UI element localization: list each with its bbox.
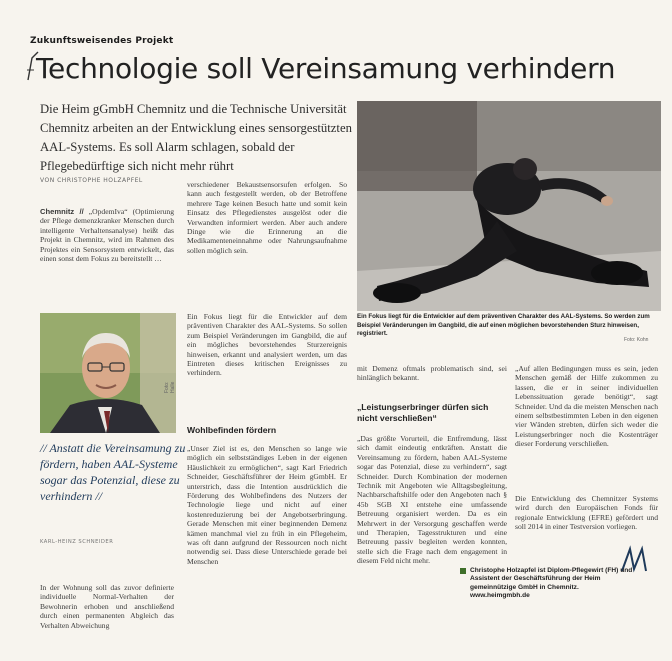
quote-attribution: KARL-HEINZ SCHNEIDER bbox=[40, 539, 114, 545]
column-2-p3: „Unser Ziel ist es, den Menschen so lange wie möglich ein selbstständiges Leben in der eigenen Häuslichkeit zu ermöglichen“, sagt Karl Friedrich Schneider, Geschäftsführer der Heim gGmbH. Er unterstrich, dass die Intention ausdrücklich die Förderung des Wohlbefindens des Nutzers der Technologie liege und nicht auf einer kostenreduzierung bei der Angebotserbringung. Gerade Menschen mit einer beginnenden Demenz kämen manchmal viel zu früh in ein Pflegeheim, was oft dann aufgrund der Ressourcen noch nicht notwendig sei. Dass diese Unterschiede gerade bei Menschen bbox=[187, 444, 347, 566]
column-1-top bbox=[40, 207, 174, 263]
article-title: Technologie soll Vereinsamung verhindern bbox=[36, 52, 616, 85]
author-profile bbox=[470, 567, 648, 601]
photo-caption-text: Ein Fokus liegt für die Entwickler auf dem präventiven Charakter des AAL-Systems. So werden zum Beispiel Veränderungen im Gangbild, die auf einen möglichen bevorstehenden Sturz hinweisen, registriert. bbox=[357, 313, 650, 338]
column-3-p1: mit Demenz oftmals problematisch sind, sei hinlänglich bekannt. bbox=[357, 364, 507, 383]
portrait-credit: Foto: Halle bbox=[164, 381, 176, 393]
portrait-photo bbox=[40, 313, 176, 433]
subhead-wohlbefinden: Wohlbefinden fördern bbox=[187, 425, 277, 435]
main-photo bbox=[357, 101, 661, 311]
byline: VON CHRISTOPHE HOLZAPFEL bbox=[40, 177, 143, 184]
author-website-link[interactable]: www.heimgmbh.de bbox=[470, 592, 530, 600]
profile-bullet-icon bbox=[460, 568, 466, 574]
column-2-p2: Ein Fokus liegt für die Entwickler auf dem präventiven Charakter des AAL-Systems. So sollen zum Beispiel Veränderungen im Gangbild, die auf ein mögliches bevorstehendes Sturzereignis hinweisen, erkannt und analysiert werden, um das Eintreten dieses kritischen Ereignisses zu verhindern. bbox=[187, 312, 347, 378]
pull-quote: // Anstatt die Vereinsamung zu fördern, haben AAL-Systeme sogar das Potenzial, diese zu verhindern // bbox=[40, 441, 186, 503]
column-1-text: „OpdemIva“ (Optimierung der Pflege demenzkranker Menschen durch intelligente Verhaltensanalyse) heißt das Projekt in Chemnitz, wird im Rahmen des Projektes ein Sensorsystem entwickelt, das einen sonst dem Fokus zu bereitstellt … bbox=[40, 207, 174, 264]
fallen-person-illustration bbox=[357, 101, 661, 311]
portrait-illustration bbox=[40, 313, 176, 433]
dateline: Chemnitz // bbox=[40, 207, 84, 216]
column-3-p2: „Das größte Vorurteil, die Entfremdung, lässt sich damit eindeutig entkräften. Anstatt die Vereinsamung zu fördern, haben AAL-Systeme sogar das Potenzial, diese zu verhindern“, sagt Schneider. Durch Kombination der modernen Technik mit Angeboten wie Alltagsbegleitung, Nachbarschaftshilfe oder den Angeboten nach § 45b SGB XI entstehe eine umfassende Betreuung organisiert werden. Da es ein Mehrwert in der Versorgung geschaffen werde und Therapien, Tagesstrukturen und eine Betreuung passiv begleiten werden konnten, stelle sich die Frage nach dem engagement in diesem Feld nicht mehr. bbox=[357, 434, 507, 566]
author-description: Christophe Holzapfel ist Diplom-Pflegewirt (FH) und Assistent der Geschäftsführung der Heim gemeinnützige GmbH in Chemnitz. bbox=[470, 567, 633, 591]
kicker: Zukunftsweisendes Projekt bbox=[30, 36, 174, 46]
subhead-leistungserbringer: „Leistungserbringer dürfen sich nicht verschließen“ bbox=[357, 402, 489, 423]
photo-caption bbox=[357, 313, 659, 339]
column-2-p1: verschiedener Bekaustsensorsufen erfolgen. So kann auch festgestellt werden, ob der Betroffene mehrere Tage keinen Besuch hatte und somit kein Einsatz des Pflegedienstes ausgelöst oder die Verwandten informiert werden. Aber auch andere Dinge wie die Erinnerung an die Medikamenteneinnahme oder Nahrungsaufnahme sollen möglich sein. bbox=[187, 180, 347, 255]
photo-credit: Foto: Kohn bbox=[624, 337, 649, 343]
lead-paragraph: Die Heim gGmbH Chemnitz und die Technische Universität Chemnitz arbeiten an der Entwicklung eines sensorgestützten AAL-Systems. Es soll Alarm schlagen, sobald der Pflegebedürftige sich nicht mehr rührt bbox=[40, 102, 352, 173]
column-4-p2: Die Entwicklung des Chemnitzer Systems wird durch den Europäischen Fonds für regionale Entwicklung (EFRE) gefördert und soll 2014 in einer Testversion vorliegen. bbox=[515, 494, 658, 532]
column-4-p1: „Auf allen Bedingungen muss es sein, jeden Menschen gemäß der Hilfe zukommen zu lassen, die er in seiner individuellen Lebenssituation gerade benötigt“, sagt Schneider. Und da die meisten Menschen nach einem selbstbestimmten Leben in den eigenen vier Wänden strebten, dürfen sich weder die Leistungserbringer noch die Kostenträger dieser Forderung verschließen. bbox=[515, 364, 658, 449]
column-1-bottom: In der Wohnung soll das zuvor definierte individuelle Normal-Verhalten der Bewohnerin erhoben und anschließend durch einen permanenten Abgleich das Verhalten Abweichung bbox=[40, 583, 174, 630]
